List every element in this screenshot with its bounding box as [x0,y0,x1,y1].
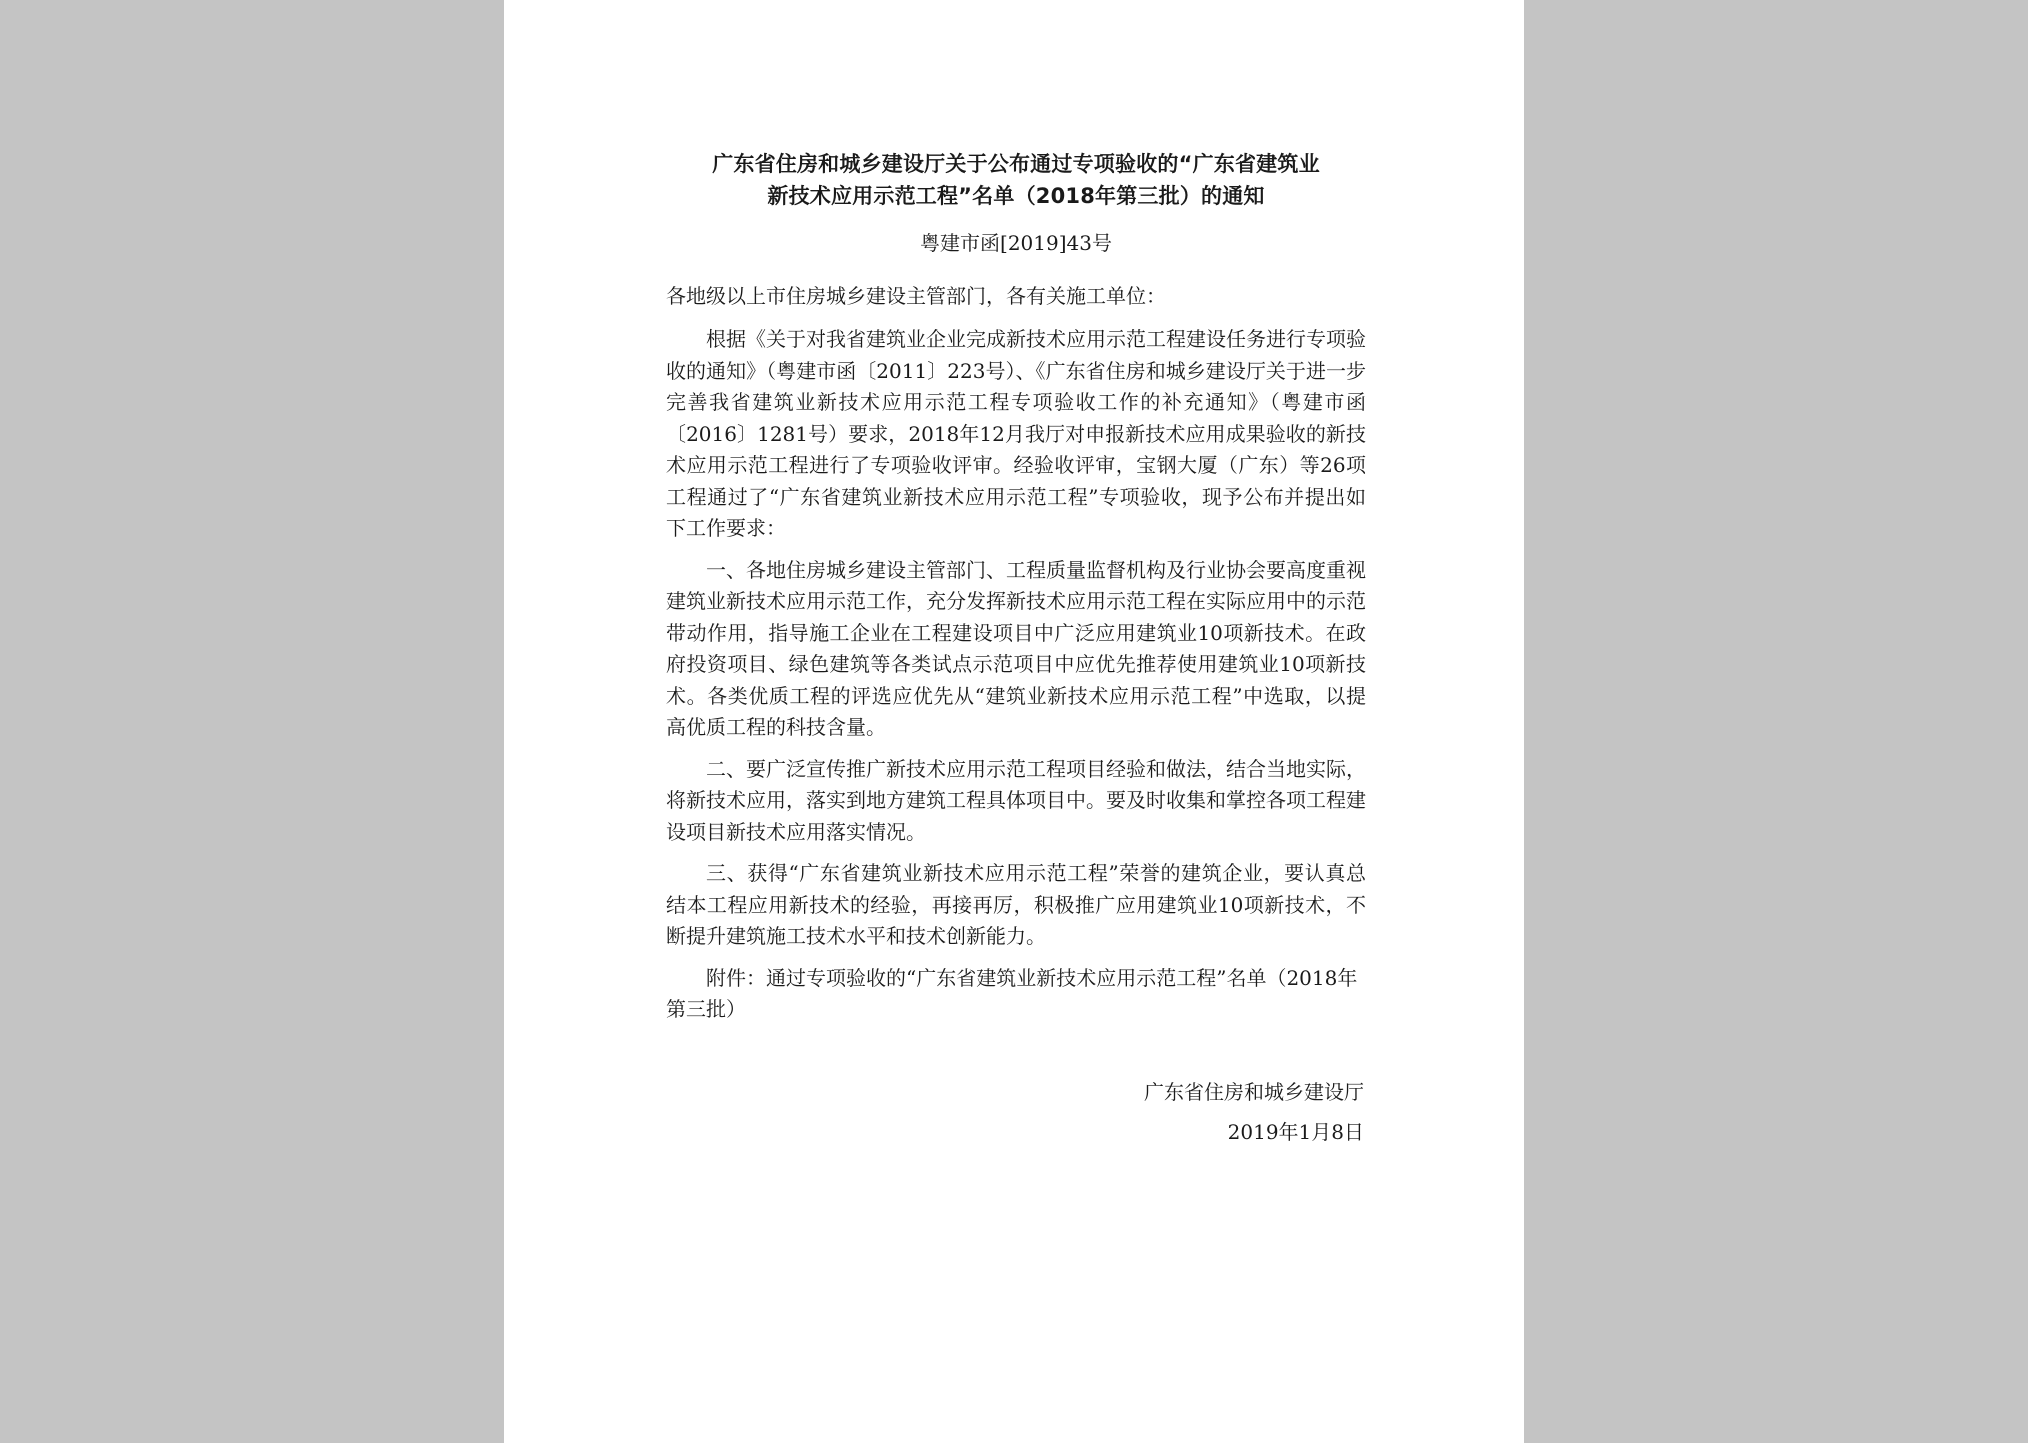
document-page [504,0,1524,1443]
requirement-paragraph-3: 三、获得“广东省建筑业新技术应用示范工程”荣誉的建筑企业，要认真总结本工程应用新技术的经验，再接再厉，积极推广应用建筑业10项新技术，不断提升建筑施工技术水平和技术创新能力。 [666,861,1366,948]
signature-date: 2019年1月8日 [1227,1119,1364,1144]
document-title [666,148,1366,212]
document-number: 粤建市函[2019]43号 [920,231,1112,255]
requirement-paragraph-2: 二、要广泛宣传推广新技术应用示范工程项目经验和做法，结合当地实际，将新技术应用，落实到地方建筑工程具体项目中。要及时收集和掌控各项工程建设项目新技术应用落实情况。 [666,756,1366,844]
title-line-1: 广东省住房和城乡建设厅关于公布通过专项验收的“广东省建筑业 [712,152,1320,176]
document-content [666,148,1366,1152]
requirement-paragraph-1: 一、各地住房城乡建设主管部门、工程质量监督机构及行业协会要高度重视建筑业新技术应用示范工作，充分发挥新技术应用示范工程在实际应用中的示范带动作用，指导施工企业在工程建设项目中广泛应用建筑业10项新技术。在政府投资项目、绿色建筑等各类试点示范项目中应优先推荐使用建筑业10项新技术。各类优质工程的评选应优先从“建筑业新技术应用示范工程”中选取，以提高优质工程的科技含量。 [666,557,1366,739]
signature-block [666,1072,1366,1152]
attachment-note: 附件：通过专项验收的“广东省建筑业新技术应用示范工程”名单（2018年第三批） [666,965,1358,1021]
salutation: 各地级以上市住房城乡建设主管部门，各有关施工单位： [666,284,1166,308]
title-line-2: 新技术应用示范工程”名单（2018年第三批）的通知 [767,184,1265,208]
signature-organization: 广东省住房和城乡建设厅 [1144,1079,1364,1104]
intro-paragraph: 根据《关于对我省建筑业企业完成新技术应用示范工程建设任务进行专项验收的通知》（粤建市函〔2011〕223号）、《广东省住房和城乡建设厅关于进一步完善我省建筑业新技术应用示范工程专项验收工作的补充通知》（粤建市函〔2016〕1281号）要求，2018年12月我厅对申报新技术应用成果验收的新技术应用示范工程进行了专项验收评审。经验收评审，宝钢大厦（广东）等26项工程通过了“广东省建筑业新技术应用示范工程”专项验收，现予公布并提出如下工作要求： [666,327,1366,540]
